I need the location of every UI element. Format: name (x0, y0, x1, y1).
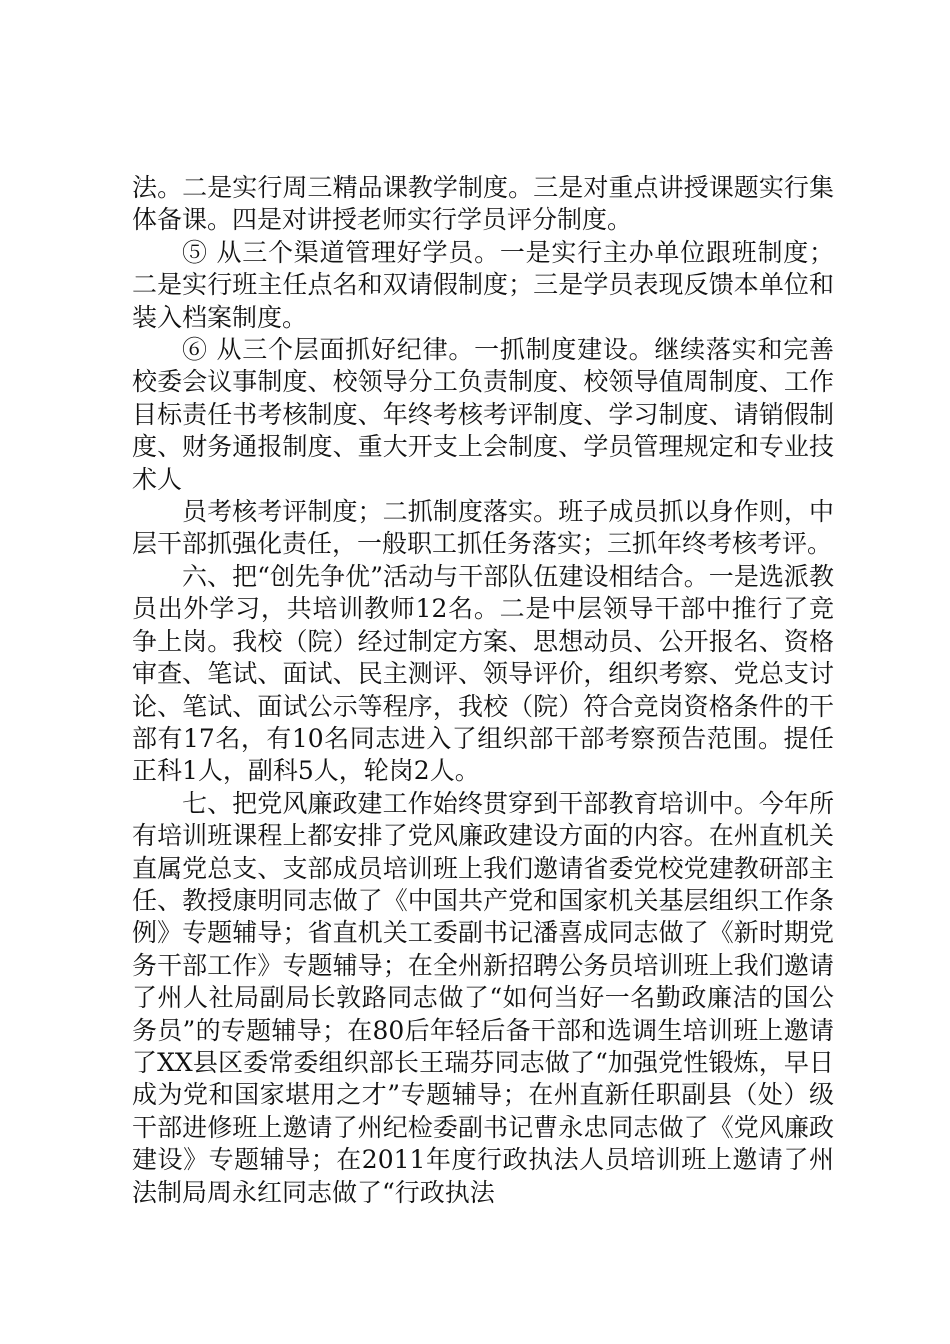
paragraph-6: 七、把党风廉政建工作始终贯穿到干部教育培训中。今年所有培训班课程上都安排了党风廉政建设方面的内容。在州直机关直属党总支、支部成员培训班上我们邀请省委党校党建教研部主任、教授康明同志做了《中国共产党和国家机关基层组织工作条例》专题辅导；省直机关工委副书记潘喜成同志做了《新时期党务干部工作》专题辅导；在全州新招聘公务员培训班上我们邀请了州人社局副局长敦路同志做了“如何当好一名勤政廉洁的国公务员”的专题辅导；在80后年轻后备干部和选调生培训班上邀请了XX县区委常委组织部长王瑞芬同志做了“加强党性锻炼，早日成为党和国家堪用之才”专题辅导；在州直新任职副县（处）级干部进修班上邀请了州纪检委副书记曹永忠同志做了《党风廉政建设》专题辅导；在2011年度行政执法人员培训班上邀请了州法制局周永红同志做了“行政执法 (132, 788, 834, 1207)
document-body (132, 172, 834, 1209)
paragraph-3: ⑥ 从三个层面抓好纪律。一抓制度建设。继续落实和完善校委会议事制度、校领导分工负责制度、校领导值周制度、工作目标责任书考核制度、年终考核考评制度、学习制度、请销假制度、财务通报制度、重大开支上会制度、学员管理规定和专业技术人 (132, 335, 834, 494)
paragraph-5: 六、把“创先争优”活动与干部队伍建设相结合。一是选派教员出外学习，共培训教师12名。二是中层领导干部中推行了竞争上岗。我校（院）经过制定方案、思想动员、公开报名、资格审查、笔试、面试、民主测评、领导评价，组织考察、党总支讨论、笔试、面试公示等程序，我校（院）符合竞岗资格条件的干部有17名，有10名同志进入了组织部干部考察预告范围。提任正科1人，副科5人，轮岗2人。 (132, 561, 834, 786)
paragraph-2: ⑤ 从三个渠道管理好学员。一是实行主办单位跟班制度；二是实行班主任点名和双请假制度；三是学员表现反馈本单位和装入档案制度。 (132, 237, 834, 332)
paragraph-4: 员考核考评制度；二抓制度落实。班子成员抓以身作则，中层干部抓强化责任，一般职工抓任务落实；三抓年终考核考评。 (132, 497, 834, 559)
paragraph-1: 法。二是实行周三精品课教学制度。三是对重点讲授课题实行集体备课。四是对讲授老师实行学员评分制度。 (132, 173, 834, 235)
